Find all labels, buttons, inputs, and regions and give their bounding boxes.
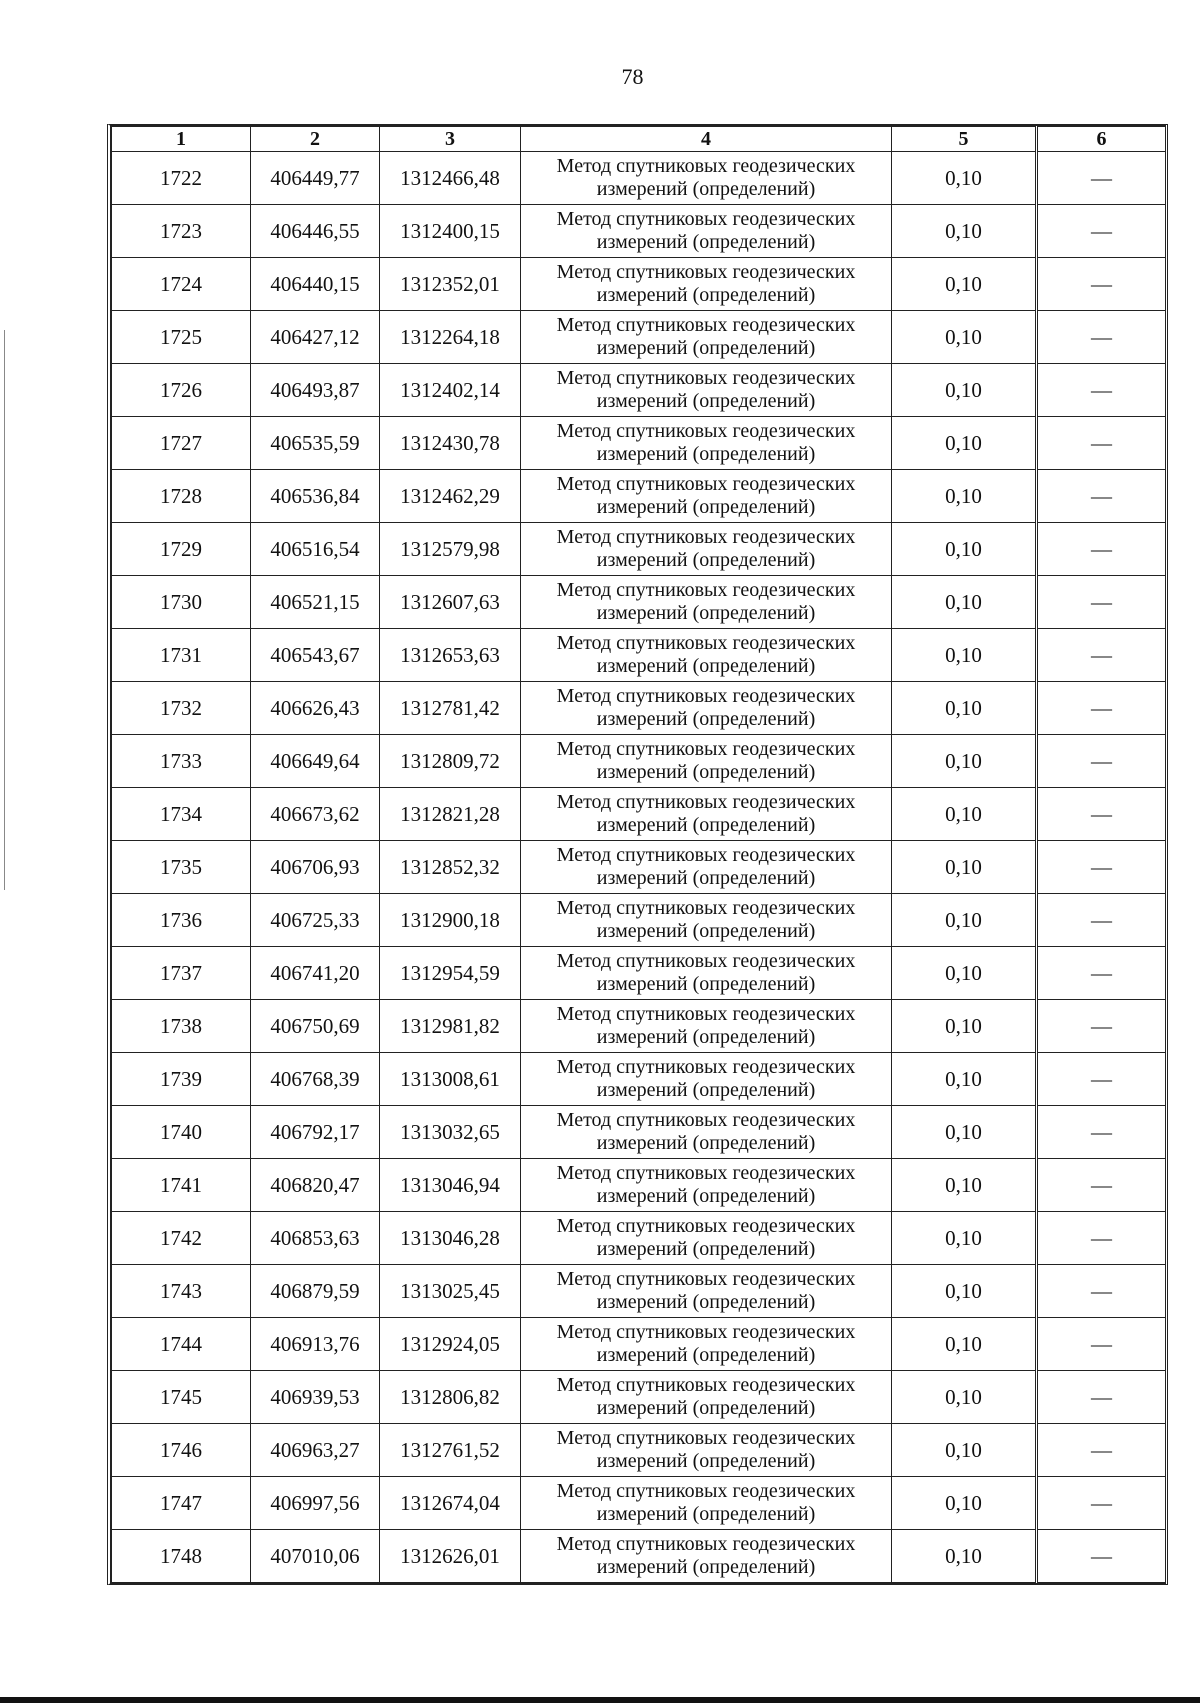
y-coordinate-cell: 1312430,78 xyxy=(380,417,521,470)
column-header: 5 xyxy=(892,127,1037,152)
method-cell: Метод спутниковых геодезических измерений (определений) xyxy=(521,1106,892,1159)
table-row xyxy=(112,311,1166,364)
note-cell: — xyxy=(1037,152,1166,205)
point-number-cell: 1731 xyxy=(112,629,251,682)
point-number-cell: 1738 xyxy=(112,1000,251,1053)
method-cell: Метод спутниковых геодезических измерений (определений) xyxy=(521,894,892,947)
y-coordinate-cell: 1312626,01 xyxy=(380,1530,521,1583)
column-header: 3 xyxy=(380,127,521,152)
point-number-cell: 1748 xyxy=(112,1530,251,1583)
note-cell: — xyxy=(1037,205,1166,258)
point-number-cell: 1739 xyxy=(112,1053,251,1106)
table-row xyxy=(112,1477,1166,1530)
point-number-cell: 1722 xyxy=(112,152,251,205)
note-cell: — xyxy=(1037,1265,1166,1318)
column-header: 1 xyxy=(112,127,251,152)
point-number-cell: 1733 xyxy=(112,735,251,788)
table-row xyxy=(112,1424,1166,1477)
y-coordinate-cell: 1313046,94 xyxy=(380,1159,521,1212)
y-coordinate-cell: 1312402,14 xyxy=(380,364,521,417)
note-cell: — xyxy=(1037,1212,1166,1265)
table-row xyxy=(112,1000,1166,1053)
method-cell: Метод спутниковых геодезических измерений (определений) xyxy=(521,152,892,205)
note-cell: — xyxy=(1037,1530,1166,1583)
table-row xyxy=(112,1318,1166,1371)
accuracy-cell: 0,10 xyxy=(892,417,1037,470)
table-row xyxy=(112,1371,1166,1424)
y-coordinate-cell: 1312466,48 xyxy=(380,152,521,205)
note-cell: — xyxy=(1037,576,1166,629)
x-coordinate-cell: 406536,84 xyxy=(251,470,380,523)
coordinates-table xyxy=(111,126,1166,1583)
note-cell: — xyxy=(1037,1318,1166,1371)
y-coordinate-cell: 1312264,18 xyxy=(380,311,521,364)
accuracy-cell: 0,10 xyxy=(892,523,1037,576)
method-cell: Метод спутниковых геодезических измерений (определений) xyxy=(521,1371,892,1424)
method-cell: Метод спутниковых геодезических измерений (определений) xyxy=(521,1424,892,1477)
accuracy-cell: 0,10 xyxy=(892,1424,1037,1477)
table-row xyxy=(112,1053,1166,1106)
method-cell: Метод спутниковых геодезических измерений (определений) xyxy=(521,1265,892,1318)
accuracy-cell: 0,10 xyxy=(892,735,1037,788)
note-cell: — xyxy=(1037,1159,1166,1212)
table-row xyxy=(112,629,1166,682)
note-cell: — xyxy=(1037,417,1166,470)
table-header-row xyxy=(112,127,1166,152)
x-coordinate-cell: 406768,39 xyxy=(251,1053,380,1106)
note-cell: — xyxy=(1037,364,1166,417)
point-number-cell: 1737 xyxy=(112,947,251,1000)
method-cell: Метод спутниковых геодезических измерений (определений) xyxy=(521,629,892,682)
note-cell: — xyxy=(1037,1424,1166,1477)
point-number-cell: 1741 xyxy=(112,1159,251,1212)
method-cell: Метод спутниковых геодезических измерений (определений) xyxy=(521,1159,892,1212)
method-cell: Метод спутниковых геодезических измерений (определений) xyxy=(521,735,892,788)
method-cell: Метод спутниковых геодезических измерений (определений) xyxy=(521,682,892,735)
scan-bottom-edge xyxy=(0,1697,1200,1703)
y-coordinate-cell: 1312781,42 xyxy=(380,682,521,735)
accuracy-cell: 0,10 xyxy=(892,258,1037,311)
y-coordinate-cell: 1312900,18 xyxy=(380,894,521,947)
note-cell: — xyxy=(1037,841,1166,894)
scan-margin-line xyxy=(4,330,5,890)
method-cell: Метод спутниковых геодезических измерений (определений) xyxy=(521,364,892,417)
y-coordinate-cell: 1313046,28 xyxy=(380,1212,521,1265)
x-coordinate-cell: 406626,43 xyxy=(251,682,380,735)
y-coordinate-cell: 1312806,82 xyxy=(380,1371,521,1424)
point-number-cell: 1729 xyxy=(112,523,251,576)
point-number-cell: 1727 xyxy=(112,417,251,470)
x-coordinate-cell: 406741,20 xyxy=(251,947,380,1000)
point-number-cell: 1744 xyxy=(112,1318,251,1371)
method-cell: Метод спутниковых геодезических измерений (определений) xyxy=(521,576,892,629)
note-cell: — xyxy=(1037,894,1166,947)
x-coordinate-cell: 406939,53 xyxy=(251,1371,380,1424)
accuracy-cell: 0,10 xyxy=(892,841,1037,894)
point-number-cell: 1742 xyxy=(112,1212,251,1265)
y-coordinate-cell: 1312462,29 xyxy=(380,470,521,523)
y-coordinate-cell: 1312352,01 xyxy=(380,258,521,311)
note-cell: — xyxy=(1037,788,1166,841)
x-coordinate-cell: 406706,93 xyxy=(251,841,380,894)
method-cell: Метод спутниковых геодезических измерений (определений) xyxy=(521,947,892,1000)
accuracy-cell: 0,10 xyxy=(892,1477,1037,1530)
accuracy-cell: 0,10 xyxy=(892,311,1037,364)
table-row xyxy=(112,258,1166,311)
x-coordinate-cell: 406440,15 xyxy=(251,258,380,311)
table-row xyxy=(112,1212,1166,1265)
point-number-cell: 1726 xyxy=(112,364,251,417)
note-cell: — xyxy=(1037,1477,1166,1530)
y-coordinate-cell: 1312809,72 xyxy=(380,735,521,788)
method-cell: Метод спутниковых геодезических измерений (определений) xyxy=(521,1000,892,1053)
x-coordinate-cell: 406535,59 xyxy=(251,417,380,470)
y-coordinate-cell: 1312674,04 xyxy=(380,1477,521,1530)
method-cell: Метод спутниковых геодезических измерений (определений) xyxy=(521,470,892,523)
point-number-cell: 1743 xyxy=(112,1265,251,1318)
y-coordinate-cell: 1313025,45 xyxy=(380,1265,521,1318)
method-cell: Метод спутниковых геодезических измерений (определений) xyxy=(521,788,892,841)
table-row xyxy=(112,523,1166,576)
table-row xyxy=(112,1265,1166,1318)
point-number-cell: 1735 xyxy=(112,841,251,894)
table-row xyxy=(112,841,1166,894)
accuracy-cell: 0,10 xyxy=(892,1212,1037,1265)
method-cell: Метод спутниковых геодезических измерений (определений) xyxy=(521,1530,892,1583)
method-cell: Метод спутниковых геодезических измерений (определений) xyxy=(521,258,892,311)
table-row xyxy=(112,1106,1166,1159)
x-coordinate-cell: 406725,33 xyxy=(251,894,380,947)
table-row xyxy=(112,205,1166,258)
point-number-cell: 1732 xyxy=(112,682,251,735)
y-coordinate-cell: 1312579,98 xyxy=(380,523,521,576)
accuracy-cell: 0,10 xyxy=(892,788,1037,841)
point-number-cell: 1746 xyxy=(112,1424,251,1477)
accuracy-cell: 0,10 xyxy=(892,1371,1037,1424)
method-cell: Метод спутниковых геодезических измерений (определений) xyxy=(521,205,892,258)
x-coordinate-cell: 406963,27 xyxy=(251,1424,380,1477)
y-coordinate-cell: 1313032,65 xyxy=(380,1106,521,1159)
point-number-cell: 1725 xyxy=(112,311,251,364)
accuracy-cell: 0,10 xyxy=(892,1159,1037,1212)
x-coordinate-cell: 406792,17 xyxy=(251,1106,380,1159)
note-cell: — xyxy=(1037,735,1166,788)
y-coordinate-cell: 1312400,15 xyxy=(380,205,521,258)
accuracy-cell: 0,10 xyxy=(892,894,1037,947)
method-cell: Метод спутниковых геодезических измерений (определений) xyxy=(521,1212,892,1265)
table-row xyxy=(112,682,1166,735)
table-row xyxy=(112,1159,1166,1212)
table-row xyxy=(112,894,1166,947)
method-cell: Метод спутниковых геодезических измерений (определений) xyxy=(521,311,892,364)
table-row xyxy=(112,417,1166,470)
table-row xyxy=(112,152,1166,205)
x-coordinate-cell: 407010,06 xyxy=(251,1530,380,1583)
page-number: 78 xyxy=(621,64,644,89)
accuracy-cell: 0,10 xyxy=(892,629,1037,682)
x-coordinate-cell: 406673,62 xyxy=(251,788,380,841)
x-coordinate-cell: 406879,59 xyxy=(251,1265,380,1318)
accuracy-cell: 0,10 xyxy=(892,1318,1037,1371)
x-coordinate-cell: 406516,54 xyxy=(251,523,380,576)
point-number-cell: 1740 xyxy=(112,1106,251,1159)
y-coordinate-cell: 1312653,63 xyxy=(380,629,521,682)
point-number-cell: 1724 xyxy=(112,258,251,311)
accuracy-cell: 0,10 xyxy=(892,1053,1037,1106)
note-cell: — xyxy=(1037,523,1166,576)
column-header: 4 xyxy=(521,127,892,152)
table-row xyxy=(112,788,1166,841)
point-number-cell: 1730 xyxy=(112,576,251,629)
method-cell: Метод спутниковых геодезических измерений (определений) xyxy=(521,417,892,470)
y-coordinate-cell: 1312954,59 xyxy=(380,947,521,1000)
accuracy-cell: 0,10 xyxy=(892,1530,1037,1583)
table-row xyxy=(112,576,1166,629)
y-coordinate-cell: 1312821,28 xyxy=(380,788,521,841)
table-row xyxy=(112,470,1166,523)
y-coordinate-cell: 1312981,82 xyxy=(380,1000,521,1053)
table-row xyxy=(112,1530,1166,1583)
note-cell: — xyxy=(1037,311,1166,364)
y-coordinate-cell: 1312924,05 xyxy=(380,1318,521,1371)
y-coordinate-cell: 1312852,32 xyxy=(380,841,521,894)
note-cell: — xyxy=(1037,1000,1166,1053)
x-coordinate-cell: 406750,69 xyxy=(251,1000,380,1053)
coordinates-table-frame xyxy=(107,124,1168,1585)
note-cell: — xyxy=(1037,682,1166,735)
accuracy-cell: 0,10 xyxy=(892,576,1037,629)
method-cell: Метод спутниковых геодезических измерений (определений) xyxy=(521,1053,892,1106)
x-coordinate-cell: 406449,77 xyxy=(251,152,380,205)
x-coordinate-cell: 406649,64 xyxy=(251,735,380,788)
accuracy-cell: 0,10 xyxy=(892,470,1037,523)
method-cell: Метод спутниковых геодезических измерений (определений) xyxy=(521,1318,892,1371)
method-cell: Метод спутниковых геодезических измерений (определений) xyxy=(521,841,892,894)
table-body xyxy=(112,152,1166,1583)
note-cell: — xyxy=(1037,1106,1166,1159)
y-coordinate-cell: 1312761,52 xyxy=(380,1424,521,1477)
column-header: 2 xyxy=(251,127,380,152)
table-row xyxy=(112,947,1166,1000)
x-coordinate-cell: 406913,76 xyxy=(251,1318,380,1371)
note-cell: — xyxy=(1037,258,1166,311)
note-cell: — xyxy=(1037,629,1166,682)
point-number-cell: 1736 xyxy=(112,894,251,947)
column-header: 6 xyxy=(1037,127,1166,152)
accuracy-cell: 0,10 xyxy=(892,1106,1037,1159)
method-cell: Метод спутниковых геодезических измерений (определений) xyxy=(521,1477,892,1530)
point-number-cell: 1734 xyxy=(112,788,251,841)
method-cell: Метод спутниковых геодезических измерений (определений) xyxy=(521,523,892,576)
accuracy-cell: 0,10 xyxy=(892,682,1037,735)
y-coordinate-cell: 1312607,63 xyxy=(380,576,521,629)
accuracy-cell: 0,10 xyxy=(892,152,1037,205)
accuracy-cell: 0,10 xyxy=(892,364,1037,417)
point-number-cell: 1747 xyxy=(112,1477,251,1530)
point-number-cell: 1728 xyxy=(112,470,251,523)
point-number-cell: 1723 xyxy=(112,205,251,258)
point-number-cell: 1745 xyxy=(112,1371,251,1424)
x-coordinate-cell: 406853,63 xyxy=(251,1212,380,1265)
x-coordinate-cell: 406446,55 xyxy=(251,205,380,258)
note-cell: — xyxy=(1037,1371,1166,1424)
x-coordinate-cell: 406427,12 xyxy=(251,311,380,364)
note-cell: — xyxy=(1037,470,1166,523)
table-row xyxy=(112,364,1166,417)
accuracy-cell: 0,10 xyxy=(892,205,1037,258)
x-coordinate-cell: 406820,47 xyxy=(251,1159,380,1212)
x-coordinate-cell: 406997,56 xyxy=(251,1477,380,1530)
y-coordinate-cell: 1313008,61 xyxy=(380,1053,521,1106)
note-cell: — xyxy=(1037,1053,1166,1106)
x-coordinate-cell: 406493,87 xyxy=(251,364,380,417)
accuracy-cell: 0,10 xyxy=(892,1000,1037,1053)
x-coordinate-cell: 406521,15 xyxy=(251,576,380,629)
accuracy-cell: 0,10 xyxy=(892,947,1037,1000)
accuracy-cell: 0,10 xyxy=(892,1265,1037,1318)
x-coordinate-cell: 406543,67 xyxy=(251,629,380,682)
table-row xyxy=(112,735,1166,788)
note-cell: — xyxy=(1037,947,1166,1000)
